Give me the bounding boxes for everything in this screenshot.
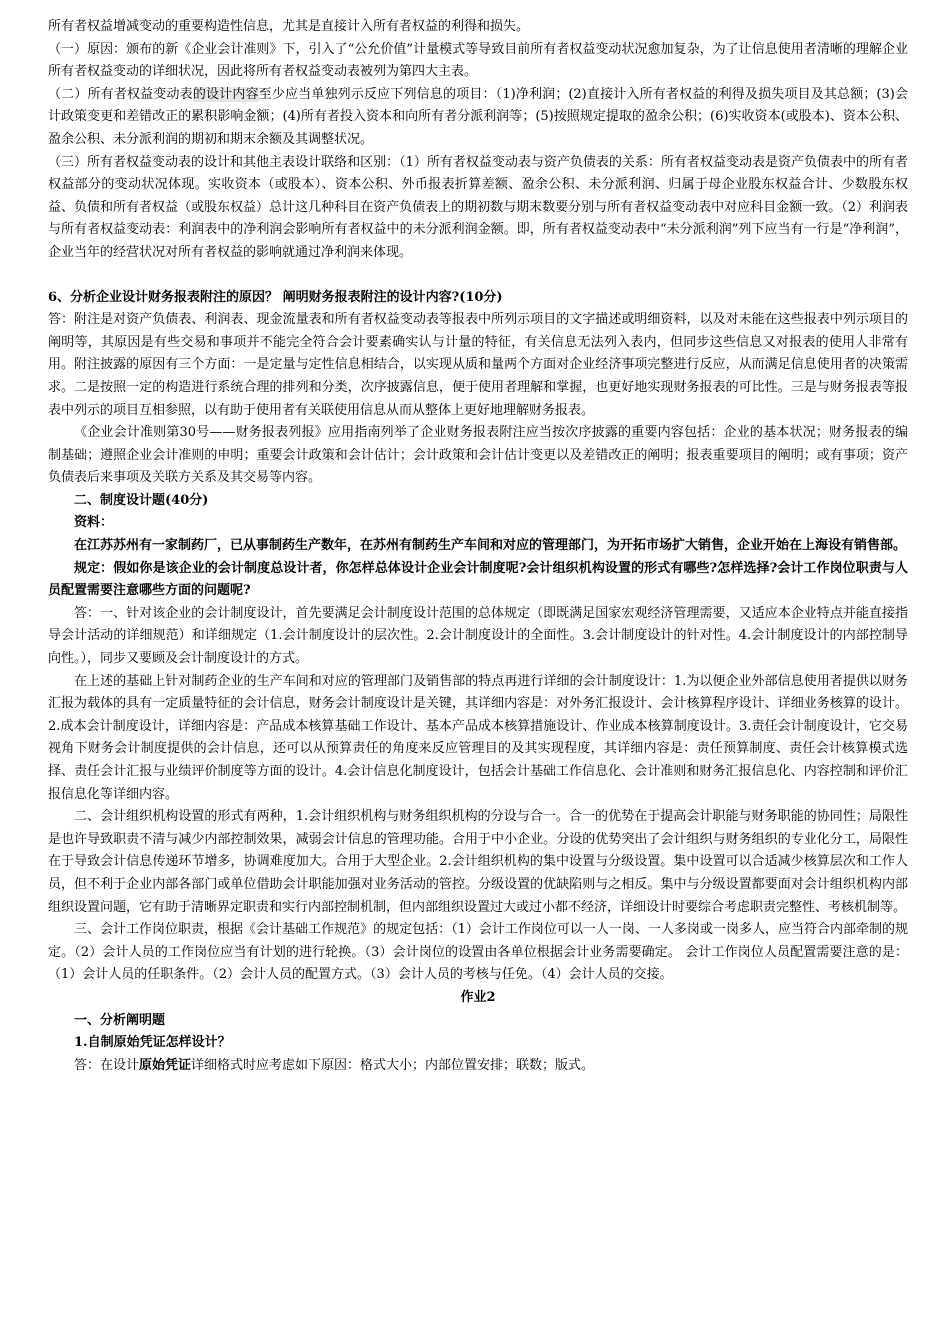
text-run: 至少应当单独列示反应下列信息的项目：（1)净利润；(2)直接计入所有者权益的利得及损失项目及其总额；(3)会计政策变更和差错改正的累积影响金额；(4)所有者投入资本和向所有者分派利润等；(5)按照规定提取的盈余公积；(6)实收资本(或股本)、资本公积、盈余公积、未分派利润的期初和期末余额及其调整状况。 — [48, 86, 908, 147]
paragraph: 答：附注是对资产负债表、利润表、现金流量表和所有者权益变动表等报表中所列示项目的文字描述或明细资料，以及对未能在这些报表中列示项目的阐明等，其原因是有些交易和事项并不能完全符合会计要素确实认与计量的特征，有关信息无法列入表内，但同步这些信息又对报表的使用人非常有用。附注披露的原因有三个方面：一是定量与定性信息相结合，以实现从质和量两个方面对企业经济事项完整进行反应，从而满足信息使用者的决策需求。二是按照一定的构造进行系统合理的排列和分类，次序披露信息，便于使用者理解和掌握，也更好地实现财务报表的可比性。三是与财务报表等报表中列示的项目互相参照，以有助于使用者有关联使用信息从而从整体上更好地理解财务报表。 — [48, 312, 908, 418]
paragraph — [48, 84, 908, 152]
paragraph: 在上述的基础上针对制药企业的生产车间和对应的管理部门及销售部的特点再进行详细的会计制度设计：1.为以便企业外部信息使用者提供以财务汇报为载体的具有一定质量特征的会计信息，财务会计制度设计是关键，其详细内容是：对外务汇报设计、会计核算程序设计、详细业务核算的设计。2.成本会计制度设计，详细内容是：产品成本核算基础工作设计、基本产品成本核算措施设计、作业成本核算制度设计。3.责任会计制度设计，它交易视角下财务会计制度提供的会计信息，还可以从预算责任的角度来反应管理目的及其实现程度，其详细内容是：责任预算制度、责任会计核算模式选择、责任会计汇报与业绩评价制度等方面的设计。4.会计信息化制度设计，包括会计基础工作信息化、会计准则和财务汇报信息化、内容控制和评价汇报信息化等详细内容。 — [48, 673, 908, 802]
paragraph: 答：一、针对该企业的会计制度设计，首先要满足会计制度设计范围的总体规定（即既满足国家宏观经济管理需要，又适应本企业特点并能直接指导会计活动的详细规范）和详细规定（1.会计制度设计的层次性。2.会计制度设计的全面性。3.会计制度设计的针对性。4.会计制度设计的内部控制导向性。），同步又要顾及会计制度设计的方式。 — [48, 605, 908, 667]
document-page — [48, 16, 908, 1077]
paragraph: 所有者权益增减变动的重要构造性信息，尤其是直接计入所有者权益的利得和损失。 — [48, 19, 530, 34]
material-label: 资料： — [74, 515, 114, 531]
paragraph: 二、会计组织机构设置的形式有两种，1.会计组织机构与财务组织机构的分设与合一。合一的优势在于提高会计职能与财务职能的协同性；局限性是也许导致职责不清与减少内部控制效果，减弱会计信息的管理功能。合用于中小企业。分设的优势突出了会计组织与财务组织的专业化分工，局限性在于导致会计信息传递环节增多，协调难度加大。合用于大型企业。2.会计组织机构的集中设置与分级设置。集中设置可以合适减少核算层次和工作人员，但不利于企业内部各部门或单位借助会计职能加强对业务活动的管控。分级设置的优缺陷则与之相反。集中与分级设置都要面对会计组织机构内部组织设置问题，它有助于清晰界定职责和实行内部控制机制，但内部组织设置过大或过小都不经济，详细设计时要综合考虑职责完整性、考核机制等。 — [48, 809, 908, 915]
paragraph: （一）原因：颁布的新《企业会计准则》下，引入了“公允价值”计量模式等导致目前所有者权益变动状况愈加复杂，为了让信息使用者清晰的理解企业所有者权益变动的详细状况，因此将所有者权益变动表被列为第四大主表。 — [48, 41, 908, 80]
highlighted-text: 的设计内容 — [192, 86, 259, 102]
paragraph: 三、会计工作岗位职责，根据《会计基础工作规范》的规定包括：（1）会计工作岗位可以一人一岗、一人多岗或一岗多人，应当符合内部牵制的规定。（2）会计人员的工作岗位应当有计划的进行轮换。（3）会计岗位的设置由各单位根据会计业务需要确定。 会计工作岗位人员配置需要注意的是：（1）会计人员的任职条件。（2）会计人员的配置方式。（3）会计人员的考核与任免。（4）会计人员的交接。 — [48, 922, 908, 983]
material-text: 在江苏苏州有一家制药厂，已从事制药生产数年，在苏州有制药生产车间和对应的管理部门，为开拓市场扩大销售，企业开始在上海设有销售部。 — [74, 538, 907, 554]
spacer — [48, 265, 908, 287]
section-heading: 二、制度设计题(40分) — [74, 492, 209, 508]
paragraph: （三）所有者权益变动表的设计和其他主表设计联络和区别：（1）所有者权益变动表与资产负债表的关系：所有者权益变动表是资产负债表中的所有者权益部分的变动状况体现。实收资本（或股本）、资本公积、外币报表折算差额、盈余公积、未分派利润、归属于母企业股东权益合计、少数股东权益、负债和所有者权益（或股东权益）总计这几种科目在资产负债表上的期初数与期末数要分别与所有者权益变动表中对应科目金额一致。（2）利润表与所有者权益变动表：利润表中的净利润会影响所有者权益中的未分派利润金额。即，所有者权益变动表中“未分派利润”列下应当有一行是“净利润”，企业当年的经营状况对所有者权益的影响就通过净利润来体现。 — [48, 154, 908, 260]
bold-text: 原始凭证 — [139, 1057, 192, 1073]
text-run: 答：在设计 — [74, 1057, 140, 1073]
question-heading: 6、分析企业设计财务报表附注的原因？ 阐明财务报表附注的设计内容?(10分) — [48, 289, 503, 305]
requirement-text: 规定：假如你是该企业的会计制度总设计者，你怎样总体设计企业会计制度呢?会计组织机构设置的形式有哪些?怎样选择?会计工作岗位职责与人员配置需要注意哪些方面的问题呢? — [48, 560, 908, 599]
paragraph: 《企业会计准则第30号——财务报表列报》应用指南列举了企业财务报表附注应当按次序披露的重要内容包括：企业的基本状况；财务报表的编制基础；遵照企业会计准则的申明；重要会计政策和会计估计；会计政策和会计估计变更以及差错改正的阐明；报表重要项目的阐明；或有事项；资产负债表后来事项及关联方关系及其交易等内容。 — [48, 425, 908, 486]
homework-title: 作业2 — [460, 989, 496, 1005]
paragraph — [48, 1055, 908, 1078]
question-heading: 1.自制原始凭证怎样设计？ — [74, 1035, 231, 1051]
text-run: 详细格式时应考虑如下原因：格式大小；内部位置安排；联数；版式。 — [191, 1057, 595, 1073]
section-heading: 一、分析阐明题 — [74, 1012, 166, 1028]
text-run: （二）所有者权益变动表 — [48, 86, 193, 102]
